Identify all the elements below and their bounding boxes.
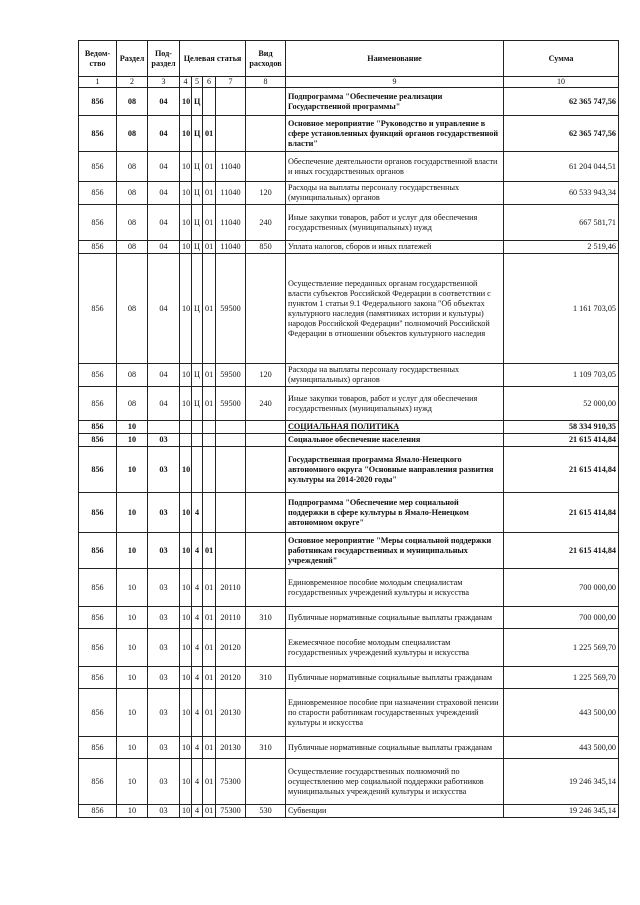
cell-vedomstvo: 856: [79, 387, 117, 421]
cell-vid-rashodov: [246, 689, 286, 737]
header-razdel: Раздел: [117, 41, 148, 77]
cell-cs-subprogram: 4: [192, 607, 203, 629]
cell-razdel: 10: [117, 689, 148, 737]
cell-summa: 2 519,46: [504, 241, 619, 254]
cell-cs-program: 10: [180, 667, 192, 689]
cell-naimenovanie: Обеспечение деятельности органов государственной власти и иных государственных органов: [286, 152, 504, 182]
cell-razdel: 10: [117, 569, 148, 607]
cell-cs-event: 01: [203, 182, 216, 205]
cell-summa: 21 615 414,84: [504, 434, 619, 447]
cell-cs-direction: 75300: [216, 805, 246, 818]
column-number: 6: [203, 77, 216, 88]
cell-podrazdel: 03: [148, 759, 180, 805]
column-number: 7: [216, 77, 246, 88]
cell-cs-event: 01: [203, 387, 216, 421]
cell-razdel: 08: [117, 116, 148, 152]
cell-cs-program: 10: [180, 387, 192, 421]
cell-cs-event: [203, 88, 216, 116]
cell-cs-event: [203, 434, 216, 447]
cell-cs-direction: 20110: [216, 607, 246, 629]
cell-vid-rashodov: [246, 759, 286, 805]
cell-cs-event: [203, 421, 216, 434]
cell-cs-subprogram: 4: [192, 689, 203, 737]
cell-vedomstvo: 856: [79, 629, 117, 667]
cell-podrazdel: 04: [148, 88, 180, 116]
table-row: [79, 447, 619, 493]
cell-podrazdel: 03: [148, 607, 180, 629]
cell-vid-rashodov: [246, 88, 286, 116]
cell-razdel: 08: [117, 364, 148, 387]
cell-razdel: 08: [117, 387, 148, 421]
cell-vedomstvo: 856: [79, 152, 117, 182]
cell-summa: 62 365 747,56: [504, 116, 619, 152]
cell-summa: 443 500,00: [504, 689, 619, 737]
cell-naimenovanie: Социальное обеспечение населения: [286, 434, 504, 447]
cell-cs-program: 10: [180, 182, 192, 205]
cell-cs-program: 10: [180, 805, 192, 818]
cell-vedomstvo: 856: [79, 364, 117, 387]
cell-cs-direction: 59500: [216, 364, 246, 387]
budget-table: [78, 40, 619, 818]
cell-razdel: 10: [117, 759, 148, 805]
cell-vid-rashodov: 120: [246, 182, 286, 205]
column-number: 3: [148, 77, 180, 88]
cell-summa: 21 615 414,84: [504, 447, 619, 493]
cell-vid-rashodov: [246, 434, 286, 447]
cell-cs-event: 01: [203, 607, 216, 629]
cell-vedomstvo: 856: [79, 493, 117, 533]
cell-summa: 443 500,00: [504, 737, 619, 759]
cell-podrazdel: 03: [148, 447, 180, 493]
cell-naimenovanie: Расходы на выплаты персоналу государственных (муниципальных) органов: [286, 364, 504, 387]
cell-vid-rashodov: [246, 533, 286, 569]
cell-vid-rashodov: [246, 152, 286, 182]
cell-summa: 52 000,00: [504, 387, 619, 421]
cell-cs-event: 01: [203, 569, 216, 607]
cell-cs-direction: [216, 434, 246, 447]
column-number: 1: [79, 77, 117, 88]
header-summa: Сумма: [504, 41, 619, 77]
cell-cs-event: 01: [203, 737, 216, 759]
cell-summa: 58 334 910,35: [504, 421, 619, 434]
table-row: [79, 254, 619, 364]
cell-vid-rashodov: 120: [246, 364, 286, 387]
cell-cs-subprogram: [192, 434, 203, 447]
cell-summa: 1 225 569,70: [504, 667, 619, 689]
cell-naimenovanie: Основное мероприятие "Руководство и управление в сфере установленных функций органов государственной власти": [286, 116, 504, 152]
cell-cs-event: 01: [203, 364, 216, 387]
cell-podrazdel: 03: [148, 434, 180, 447]
cell-cs-subprogram: 4: [192, 759, 203, 805]
cell-cs-subprogram: Ц: [192, 364, 203, 387]
cell-vedomstvo: 856: [79, 205, 117, 241]
cell-cs-event: 01: [203, 116, 216, 152]
cell-vedomstvo: 856: [79, 569, 117, 607]
cell-cs-program: 10: [180, 116, 192, 152]
cell-cs-program: 10: [180, 254, 192, 364]
table-row: [79, 152, 619, 182]
cell-podrazdel: 03: [148, 805, 180, 818]
column-number: 4: [180, 77, 192, 88]
column-number: 2: [117, 77, 148, 88]
cell-cs-event: 01: [203, 254, 216, 364]
cell-summa: 21 615 414,84: [504, 493, 619, 533]
cell-cs-direction: 20120: [216, 667, 246, 689]
column-number: 10: [504, 77, 619, 88]
cell-summa: 19 246 345,14: [504, 759, 619, 805]
cell-cs-program: 10: [180, 759, 192, 805]
cell-podrazdel: 03: [148, 629, 180, 667]
table-row: [79, 434, 619, 447]
cell-cs-subprogram: Ц: [192, 88, 203, 116]
cell-cs-direction: 11040: [216, 205, 246, 241]
cell-naimenovanie: Ежемесячное пособие молодым специалистам государственных учреждений культуры и искусства: [286, 629, 504, 667]
cell-vedomstvo: 856: [79, 254, 117, 364]
cell-podrazdel: [148, 421, 180, 434]
table-row: [79, 421, 619, 434]
cell-cs-direction: 20130: [216, 689, 246, 737]
table-row: [79, 116, 619, 152]
table-row: [79, 689, 619, 737]
cell-cs-subprogram: Ц: [192, 387, 203, 421]
cell-summa: 1 225 569,70: [504, 629, 619, 667]
cell-cs-direction: [216, 421, 246, 434]
cell-cs-direction: [216, 116, 246, 152]
cell-cs-direction: 20110: [216, 569, 246, 607]
table-row: [79, 205, 619, 241]
cell-razdel: 10: [117, 737, 148, 759]
cell-razdel: 08: [117, 205, 148, 241]
cell-vedomstvo: 856: [79, 116, 117, 152]
cell-vid-rashodov: 240: [246, 387, 286, 421]
cell-podrazdel: 03: [148, 569, 180, 607]
cell-summa: 700 000,00: [504, 607, 619, 629]
cell-cs-event: [203, 447, 216, 493]
header-celevaya-statya: Целевая статья: [180, 41, 246, 77]
cell-naimenovanie: Публичные нормативные социальные выплаты гражданам: [286, 737, 504, 759]
cell-naimenovanie: Субвенции: [286, 805, 504, 818]
cell-podrazdel: 04: [148, 254, 180, 364]
cell-cs-subprogram: 4: [192, 493, 203, 533]
cell-cs-program: 10: [180, 88, 192, 116]
budget-document-page: [78, 40, 618, 818]
cell-cs-event: [203, 493, 216, 533]
table-row: [79, 667, 619, 689]
cell-vedomstvo: 856: [79, 689, 117, 737]
cell-podrazdel: 04: [148, 241, 180, 254]
cell-podrazdel: 03: [148, 689, 180, 737]
cell-vid-rashodov: 310: [246, 667, 286, 689]
cell-vid-rashodov: 530: [246, 805, 286, 818]
cell-cs-event: 01: [203, 689, 216, 737]
cell-cs-subprogram: [192, 447, 203, 493]
cell-vid-rashodov: 310: [246, 607, 286, 629]
cell-cs-subprogram: [192, 421, 203, 434]
cell-vedomstvo: 856: [79, 434, 117, 447]
cell-vedomstvo: 856: [79, 533, 117, 569]
cell-cs-subprogram: 4: [192, 569, 203, 607]
cell-razdel: 10: [117, 434, 148, 447]
cell-podrazdel: 03: [148, 493, 180, 533]
cell-razdel: 08: [117, 88, 148, 116]
cell-summa: 19 246 345,14: [504, 805, 619, 818]
cell-cs-subprogram: Ц: [192, 241, 203, 254]
cell-vid-rashodov: 240: [246, 205, 286, 241]
cell-cs-program: 10: [180, 241, 192, 254]
cell-cs-direction: [216, 447, 246, 493]
header-podrazdel: Под-раздел: [148, 41, 180, 77]
cell-cs-program: 10: [180, 205, 192, 241]
cell-podrazdel: 04: [148, 152, 180, 182]
cell-cs-subprogram: Ц: [192, 254, 203, 364]
table-row: [79, 737, 619, 759]
cell-podrazdel: 03: [148, 667, 180, 689]
table-row: [79, 241, 619, 254]
cell-cs-subprogram: Ц: [192, 205, 203, 241]
cell-cs-subprogram: Ц: [192, 182, 203, 205]
cell-naimenovanie: Единовременное пособие молодым специалистам государственных учреждений культуры и искусства: [286, 569, 504, 607]
table-row: [79, 607, 619, 629]
cell-cs-program: 10: [180, 569, 192, 607]
cell-cs-event: 01: [203, 241, 216, 254]
cell-razdel: 10: [117, 629, 148, 667]
table-body: [79, 88, 619, 818]
cell-vedomstvo: 856: [79, 607, 117, 629]
cell-podrazdel: 04: [148, 182, 180, 205]
column-number: 5: [192, 77, 203, 88]
table-row: [79, 88, 619, 116]
cell-cs-direction: [216, 493, 246, 533]
table-row: [79, 387, 619, 421]
cell-naimenovanie: Иные закупки товаров, работ и услуг для обеспечения государственных (муниципальных) нужд: [286, 205, 504, 241]
cell-razdel: 10: [117, 421, 148, 434]
cell-naimenovanie: Государственная программа Ямало-Ненецкого автономного округа "Основные направления развития культуры на 2014-2020 годы": [286, 447, 504, 493]
cell-vedomstvo: 856: [79, 447, 117, 493]
cell-cs-event: 01: [203, 759, 216, 805]
cell-razdel: 08: [117, 254, 148, 364]
cell-cs-event: 01: [203, 805, 216, 818]
cell-razdel: 10: [117, 493, 148, 533]
cell-cs-direction: 11040: [216, 182, 246, 205]
cell-vedomstvo: 856: [79, 667, 117, 689]
cell-podrazdel: 04: [148, 387, 180, 421]
cell-naimenovanie: Осуществление государственных полномочий по осуществлению мер социальной поддержки работников муниципальных учреждений культуры и искусства: [286, 759, 504, 805]
cell-naimenovanie: Осуществление переданных органам государственной власти субъектов Российской Федерации в соответствии с пунктом 1 статьи 9.1 Федерального закона "Об объектах культурного наследия (памятниках истории и культуры) народов Российской Федерации" полномочий Российской Федерации в отношении объектов культурного наследия: [286, 254, 504, 364]
cell-cs-program: 10: [180, 607, 192, 629]
cell-cs-event: 01: [203, 629, 216, 667]
cell-vedomstvo: 856: [79, 182, 117, 205]
cell-vid-rashodov: [246, 569, 286, 607]
cell-vid-rashodov: 850: [246, 241, 286, 254]
table-row: [79, 182, 619, 205]
cell-summa: 667 581,71: [504, 205, 619, 241]
cell-vid-rashodov: [246, 421, 286, 434]
cell-cs-subprogram: 4: [192, 737, 203, 759]
table-row: [79, 569, 619, 607]
cell-naimenovanie: Основное мероприятие "Меры социальной поддержки работникам государственных и муниципальных учреждений": [286, 533, 504, 569]
cell-cs-direction: 11040: [216, 241, 246, 254]
cell-vid-rashodov: [246, 116, 286, 152]
cell-razdel: 10: [117, 667, 148, 689]
cell-summa: 61 204 044,51: [504, 152, 619, 182]
cell-cs-program: [180, 434, 192, 447]
cell-summa: 1 161 703,05: [504, 254, 619, 364]
cell-cs-subprogram: 4: [192, 667, 203, 689]
cell-summa: 1 109 703,05: [504, 364, 619, 387]
cell-naimenovanie: Подпрограмма "Обеспечение мер социальной поддержки в сфере культуры в Ямало-Ненецком автономном округе": [286, 493, 504, 533]
cell-summa: 60 533 943,34: [504, 182, 619, 205]
header-vid-rashodov: Вид расходов: [246, 41, 286, 77]
cell-razdel: 10: [117, 607, 148, 629]
cell-cs-direction: [216, 88, 246, 116]
cell-cs-direction: 11040: [216, 152, 246, 182]
cell-razdel: 10: [117, 533, 148, 569]
cell-naimenovanie: СОЦИАЛЬНАЯ ПОЛИТИКА: [286, 421, 504, 434]
table-row: [79, 533, 619, 569]
cell-naimenovanie: Подпрограмма "Обеспечение реализации Государственной программы": [286, 88, 504, 116]
cell-vid-rashodov: [246, 447, 286, 493]
header-naimenovanie: Наименование: [286, 41, 504, 77]
cell-podrazdel: 03: [148, 533, 180, 569]
cell-podrazdel: 04: [148, 364, 180, 387]
cell-cs-direction: 75300: [216, 759, 246, 805]
cell-vid-rashodov: [246, 629, 286, 667]
table-row: [79, 493, 619, 533]
cell-razdel: 08: [117, 182, 148, 205]
table-row: [79, 629, 619, 667]
cell-cs-event: 01: [203, 205, 216, 241]
cell-naimenovanie: Иные закупки товаров, работ и услуг для обеспечения государственных (муниципальных) нужд: [286, 387, 504, 421]
cell-naimenovanie: Уплата налогов, сборов и иных платежей: [286, 241, 504, 254]
cell-vedomstvo: 856: [79, 737, 117, 759]
cell-cs-subprogram: 4: [192, 805, 203, 818]
cell-cs-program: 10: [180, 689, 192, 737]
column-number-row: [79, 77, 619, 88]
cell-podrazdel: 04: [148, 205, 180, 241]
cell-vedomstvo: 856: [79, 241, 117, 254]
cell-cs-event: 01: [203, 667, 216, 689]
cell-cs-direction: 20120: [216, 629, 246, 667]
cell-vid-rashodov: [246, 254, 286, 364]
table-row: [79, 759, 619, 805]
column-number: 8: [246, 77, 286, 88]
cell-summa: 62 365 747,56: [504, 88, 619, 116]
cell-cs-program: 10: [180, 629, 192, 667]
cell-razdel: 08: [117, 152, 148, 182]
column-number: 9: [286, 77, 504, 88]
cell-vedomstvo: 856: [79, 421, 117, 434]
header-vedomstvo: Ведом-ство: [79, 41, 117, 77]
cell-vedomstvo: 856: [79, 805, 117, 818]
cell-cs-program: 10: [180, 447, 192, 493]
cell-cs-program: 10: [180, 493, 192, 533]
cell-vid-rashodov: [246, 493, 286, 533]
cell-cs-program: 10: [180, 533, 192, 569]
table-header-row: [79, 41, 619, 77]
cell-podrazdel: 04: [148, 116, 180, 152]
cell-podrazdel: 03: [148, 737, 180, 759]
cell-vedomstvo: 856: [79, 759, 117, 805]
cell-cs-program: [180, 421, 192, 434]
cell-razdel: 10: [117, 447, 148, 493]
cell-cs-direction: 20130: [216, 737, 246, 759]
cell-cs-subprogram: Ц: [192, 116, 203, 152]
cell-vid-rashodov: 310: [246, 737, 286, 759]
cell-cs-event: 01: [203, 533, 216, 569]
cell-cs-program: 10: [180, 364, 192, 387]
cell-cs-direction: 59500: [216, 254, 246, 364]
cell-cs-event: 01: [203, 152, 216, 182]
cell-cs-direction: 59500: [216, 387, 246, 421]
cell-razdel: 08: [117, 241, 148, 254]
cell-cs-program: 10: [180, 152, 192, 182]
cell-cs-program: 10: [180, 737, 192, 759]
cell-naimenovanie: Единовременное пособие при назначении страховой пенсии по старости работникам государственных учреждений культуры и искусства: [286, 689, 504, 737]
cell-cs-subprogram: Ц: [192, 152, 203, 182]
cell-naimenovanie: Публичные нормативные социальные выплаты гражданам: [286, 607, 504, 629]
cell-cs-subprogram: 4: [192, 533, 203, 569]
cell-summa: 21 615 414,84: [504, 533, 619, 569]
cell-naimenovanie: Расходы на выплаты персоналу государственных (муниципальных) органов: [286, 182, 504, 205]
cell-vedomstvo: 856: [79, 88, 117, 116]
cell-summa: 700 000,00: [504, 569, 619, 607]
cell-naimenovanie: Публичные нормативные социальные выплаты гражданам: [286, 667, 504, 689]
cell-razdel: 10: [117, 805, 148, 818]
table-row: [79, 364, 619, 387]
cell-cs-direction: [216, 533, 246, 569]
cell-cs-subprogram: 4: [192, 629, 203, 667]
table-row: [79, 805, 619, 818]
